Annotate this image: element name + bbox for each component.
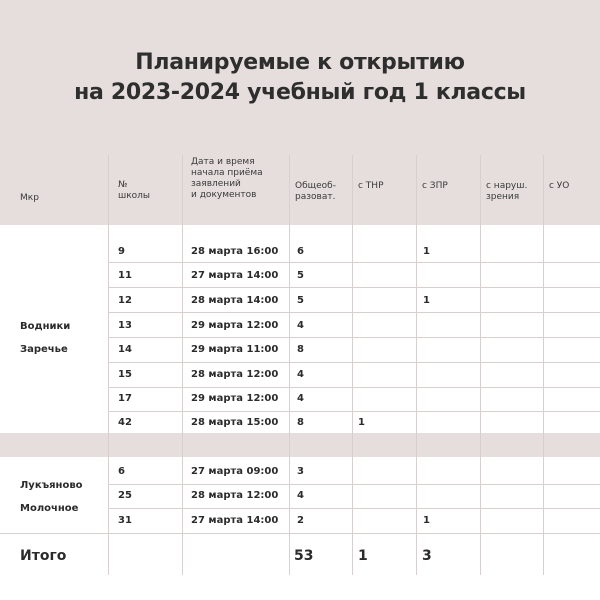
page-title (0, 48, 600, 108)
school-number: 42 (118, 417, 132, 428)
header-date: Дата и время начала приёма заявлений и документов (191, 157, 263, 200)
header-vision: с наруш. зрения (486, 181, 528, 202)
school-number: 9 (118, 246, 125, 257)
column-divider (543, 155, 544, 575)
row-divider (108, 508, 600, 509)
total-general: 53 (294, 548, 314, 564)
group-separator-band (0, 433, 600, 457)
school-number: 15 (118, 369, 132, 380)
header-general: Общеоб- разоват. (295, 181, 336, 202)
column-divider (289, 155, 290, 575)
title-line-2: на 2023-2024 учебный год 1 классы (74, 80, 526, 105)
school-number: 13 (118, 320, 132, 331)
column-divider (182, 155, 183, 575)
start-datetime: 27 марта 09:00 (191, 466, 279, 477)
start-datetime: 27 марта 14:00 (191, 515, 279, 526)
group-2-district: Лукъяново Молочное (20, 480, 83, 514)
general-count: 4 (297, 393, 304, 404)
general-count: 4 (297, 490, 304, 501)
title-line-1: Планируемые к открытию (135, 50, 465, 75)
general-count: 8 (297, 417, 304, 428)
row-divider (108, 411, 600, 412)
header-zpr: с ЗПР (422, 181, 448, 191)
column-divider (108, 155, 109, 575)
row-divider (108, 362, 600, 363)
total-tnr: 1 (358, 548, 368, 564)
school-number: 11 (118, 270, 132, 281)
general-count: 6 (297, 246, 304, 257)
group-1-district: Водники Заречье (20, 321, 71, 355)
general-count: 8 (297, 344, 304, 355)
school-number: 17 (118, 393, 132, 404)
header-tnr: с ТНР (358, 181, 384, 191)
start-datetime: 29 марта 11:00 (191, 344, 279, 355)
start-datetime: 29 марта 12:00 (191, 320, 279, 331)
tnr-count: 1 (358, 417, 365, 428)
school-number: 14 (118, 344, 132, 355)
start-datetime: 28 марта 12:00 (191, 369, 279, 380)
start-datetime: 28 марта 16:00 (191, 246, 279, 257)
column-divider (416, 155, 417, 575)
general-count: 4 (297, 320, 304, 331)
start-datetime: 29 марта 12:00 (191, 393, 279, 404)
general-count: 3 (297, 466, 304, 477)
start-datetime: 27 марта 14:00 (191, 270, 279, 281)
row-divider (0, 533, 600, 534)
school-number: 12 (118, 295, 132, 306)
school-number: 6 (118, 466, 125, 477)
start-datetime: 28 марта 14:00 (191, 295, 279, 306)
start-datetime: 28 марта 12:00 (191, 490, 279, 501)
row-divider (108, 484, 600, 485)
header-uo: с УО (549, 181, 570, 191)
header-mkr: Мкр (20, 193, 39, 203)
zpr-count: 1 (423, 295, 430, 306)
zpr-count: 1 (423, 246, 430, 257)
total-label: Итого (20, 548, 67, 564)
row-divider (108, 387, 600, 388)
general-count: 2 (297, 515, 304, 526)
start-datetime: 28 марта 15:00 (191, 417, 279, 428)
column-divider (352, 155, 353, 575)
row-divider (108, 262, 600, 263)
school-number: 25 (118, 490, 132, 501)
general-count: 5 (297, 295, 304, 306)
total-zpr: 3 (422, 548, 432, 564)
header-school: № школы (118, 180, 151, 201)
row-divider (108, 337, 600, 338)
general-count: 5 (297, 270, 304, 281)
zpr-count: 1 (423, 515, 430, 526)
row-divider (108, 312, 600, 313)
column-divider (480, 155, 481, 575)
school-number: 31 (118, 515, 132, 526)
row-divider (108, 287, 600, 288)
general-count: 4 (297, 369, 304, 380)
